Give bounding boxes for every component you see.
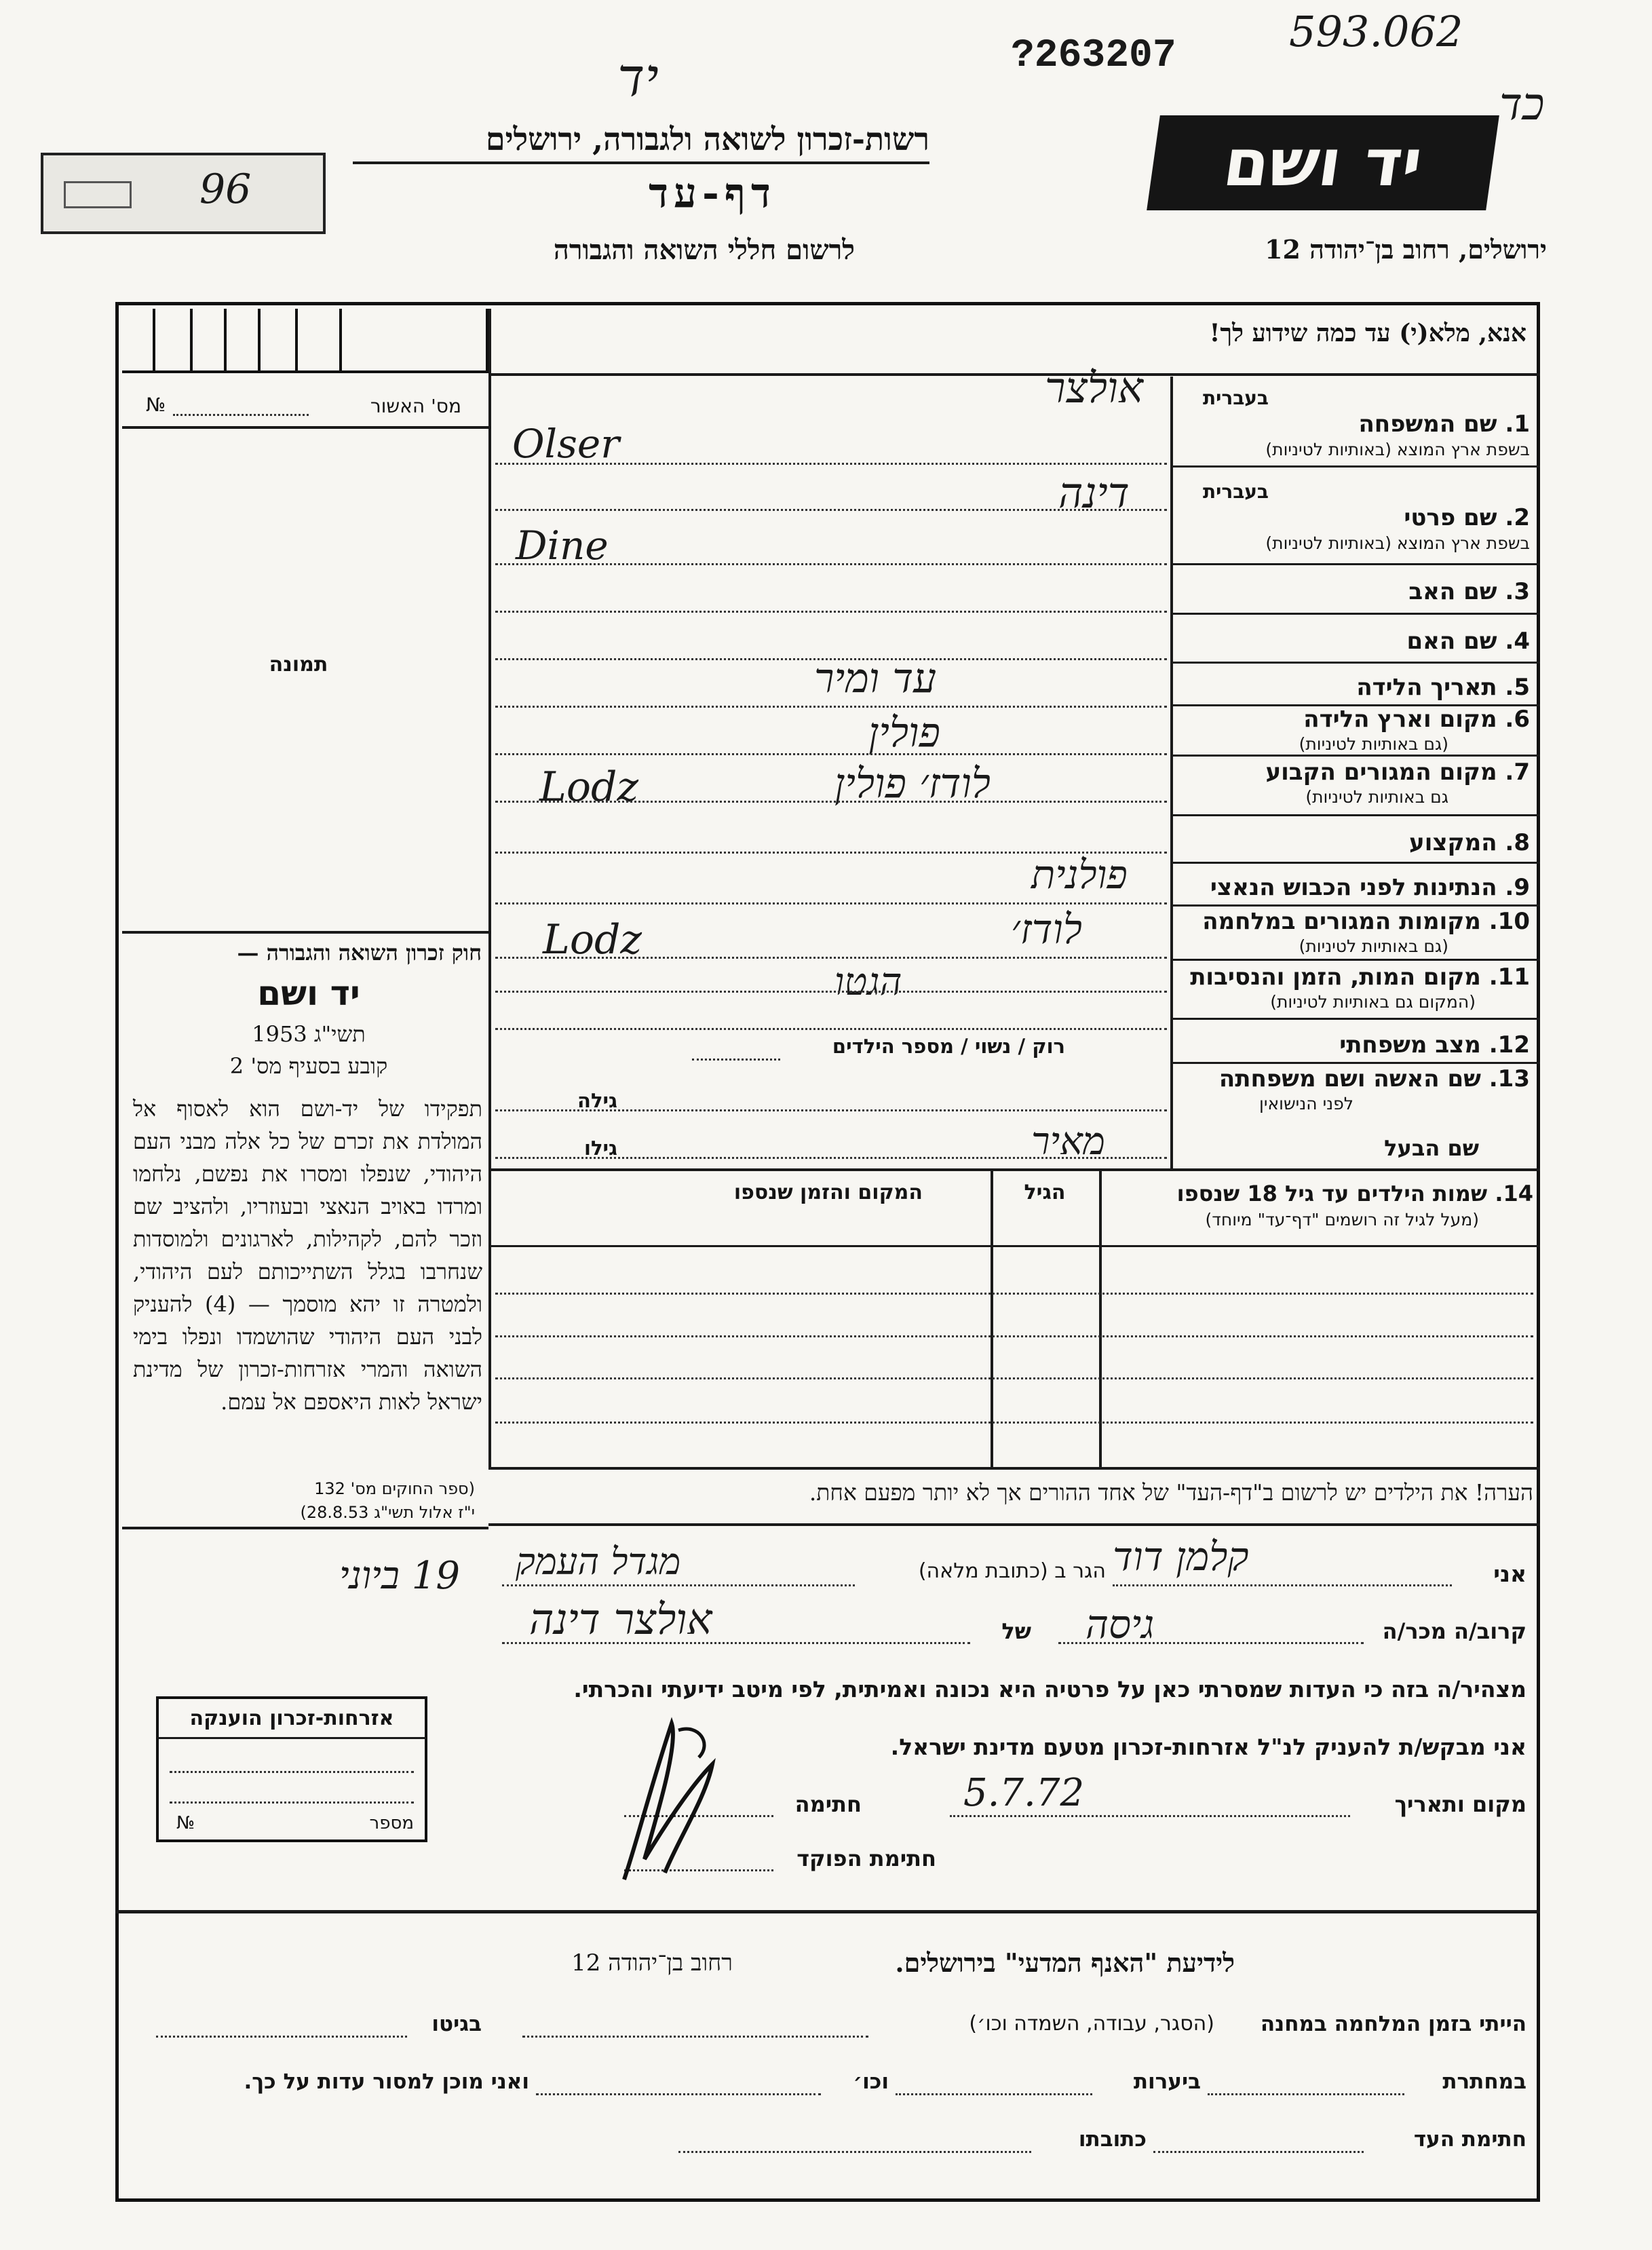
field1-label	[1194, 411, 1530, 438]
marital-options: רוק / נשוי / מספר הילדים	[832, 1035, 1065, 1058]
field3-label-text: שם האב	[1408, 578, 1497, 605]
field6-label	[1194, 706, 1530, 733]
birth-date-value[interactable]: עד ומיר	[814, 655, 937, 702]
field12-label	[1194, 1031, 1530, 1059]
declaration-residing: הגר ב (כתובת מלאה)	[918, 1559, 1106, 1583]
field1-heb-tag: בעברית	[1202, 387, 1269, 409]
death-place-value[interactable]: הגטו	[834, 960, 902, 1004]
law-body: תפקידו של יד-ושם הוא לאסוף אל המולדת את זכרם של כל אלה מבני העם היהודי, שנפלו ומסרו את נפשם, נלחמו ומרדו באויב הנאצי ובעוזריו, ולהציב שם וזכר להם, לקהילות, לארגונים ולמוסדות שנחרבו בגלל השתייכותם לעם היהודי, ולמטרה זו יהא מוסמך — (4) להעניק לבני העם היהודי שהושמדו ונפלו בימי השואה והמרי אזרחות-זכרון של מדינת ישראל לאות היאספם אל עמם.	[133, 1096, 483, 1415]
field7-label-text: מקום המגורים הקבוע	[1265, 759, 1497, 786]
officer-signature-label: חתימת הפוקד	[796, 1846, 936, 1871]
field5-num: 5.	[1505, 674, 1530, 701]
field4-label-text: שם האם	[1406, 628, 1497, 655]
family-name-hebrew-value[interactable]: אולצר	[1045, 363, 1144, 413]
field2-label-text: שם פרטי	[1404, 504, 1497, 531]
children-col-age: הגיל	[1024, 1181, 1066, 1204]
law-ref2: י"ז אלול תשי"ג 28.8.53)	[300, 1503, 475, 1522]
authority-line: רשות-זכרון לשואה ולגבורה, ירושלים	[485, 121, 929, 157]
declaration-relative: קרוב/ה מכר/ה	[1382, 1618, 1526, 1644]
law-clause: קובע בסעיף מס' 2	[229, 1053, 388, 1079]
place-date-label: מקום ותאריך	[1394, 1791, 1526, 1817]
photo-label: תמונה	[269, 653, 328, 676]
law-year: תשי"ג 1953	[252, 1021, 366, 1047]
bottom-line2-etc: וכו׳	[853, 2070, 889, 2094]
children-col-place: המקום והזמן שנספו	[733, 1181, 923, 1204]
field13-label-text: שם האשה ושם משפחתה	[1218, 1065, 1481, 1092]
first-name-latin-value[interactable]: Dine	[516, 522, 609, 569]
field2-label	[1194, 504, 1530, 531]
field5-label-text: תאריך הלידה	[1356, 674, 1497, 701]
law-heading: חוק זכרון השואה והגבורה —	[237, 940, 482, 966]
birth-place-value[interactable]: פולין	[868, 709, 940, 757]
yad-vashem-logo	[1147, 115, 1499, 210]
photo-area	[122, 429, 488, 931]
office-stamp	[41, 153, 326, 234]
field8-num: 8.	[1505, 829, 1530, 856]
field7-num: 7.	[1505, 759, 1530, 786]
place-date-value[interactable]: 5.7.72	[963, 1771, 1085, 1815]
field4-label	[1194, 628, 1530, 655]
field10-label	[1194, 908, 1530, 935]
form-subtitle: לרשום חללי השואה והגבורה	[553, 234, 855, 266]
field1-sub: בשפת ארץ המוצא (באותיות לטיניות)	[1265, 440, 1530, 459]
left-note: 19 ביוני	[339, 1554, 460, 1598]
field10-label-text: מקומות המגורים במלחמה	[1202, 908, 1481, 935]
instructions: אנא, מלא(י) עד כמה שידוע לך!	[1209, 319, 1526, 347]
field11-label-text: מקום המות, הזמן והנסיבות	[1190, 964, 1481, 991]
stamp-text: 96	[199, 166, 252, 213]
field12-num: 12.	[1488, 1031, 1530, 1059]
declaration-statement: מצהיר/ה בזה כי העדות שמסרתי כאן על פרטיה היא נכונה ואמיתית, לפי מיטב ידיעתי והכרתי.	[573, 1676, 1526, 1702]
age-label-husband: גילו	[584, 1137, 617, 1160]
field8-label	[1194, 829, 1530, 856]
logo-text: יד ושם	[1218, 125, 1427, 201]
bottom-line2-ready: ואני מוכן למסור עדות על כך.	[244, 2070, 529, 2094]
field12-label-text: מצב משפחתי	[1339, 1031, 1481, 1059]
field13-num: 13.	[1488, 1065, 1530, 1092]
field7-label	[1194, 759, 1530, 786]
family-name-latin-value[interactable]: Olser	[512, 421, 619, 467]
husband-label: שם הבעל	[1384, 1135, 1479, 1161]
signature-scribble	[597, 1703, 733, 1893]
field10-sub: (גם באותיות לטיניות)	[1299, 936, 1448, 956]
field2-num: 2.	[1505, 504, 1530, 531]
code-boxes	[122, 309, 488, 373]
victim-name-value[interactable]: אולצר דינה	[529, 1595, 712, 1644]
bottom-line2-underground: במחתרת	[1442, 2070, 1526, 2094]
field10-num: 10.	[1488, 908, 1530, 935]
children-num: 14.	[1495, 1181, 1533, 1206]
field4-num: 4.	[1505, 628, 1530, 655]
declaration-of: של	[1001, 1618, 1031, 1644]
field1-num: 1.	[1505, 411, 1530, 438]
form-title: דף-עד	[649, 170, 776, 217]
field6-sub: (גם באותיות לטיניות)	[1299, 734, 1448, 754]
field11-label	[1190, 964, 1530, 991]
wartime-residence-value[interactable]: לודז׳	[1011, 906, 1082, 953]
age-label-wife: גילה	[577, 1089, 617, 1112]
field13-label	[1194, 1065, 1530, 1092]
signature-label: חתימה	[794, 1791, 862, 1817]
field7-sub: גם באותיות לטיניות)	[1305, 787, 1448, 807]
top-handwritten-right: כד	[1499, 78, 1545, 130]
approval-no-sign: №	[146, 394, 166, 416]
field6-label-text: מקום וארץ הלידה	[1303, 706, 1497, 733]
field1-label-text: שם המשפחה	[1358, 411, 1497, 438]
field9-num: 9.	[1505, 874, 1530, 901]
bottom-line1-types: (הסגר, עבודה, השמדה וכו׳)	[969, 2012, 1214, 2036]
declarant-address-value[interactable]: מגדל העמק	[516, 1540, 681, 1583]
field11-sub: (המקום גם באותיות לטיניות)	[1270, 992, 1476, 1012]
field3-label	[1194, 578, 1530, 605]
husband-value[interactable]: מאיר	[1031, 1120, 1105, 1164]
bottom-line1-camp: הייתי בזמן המלחמה במחנה	[1260, 2012, 1526, 2036]
law-name: יד ושם	[257, 974, 360, 1013]
wartime-residence-latin-value[interactable]: Lodz	[543, 916, 642, 964]
field9-label-text: הנתינות לפני הכבוש הנאצי	[1210, 874, 1497, 901]
field13-sub: לפני הנישואין	[1259, 1094, 1353, 1113]
first-name-hebrew-value[interactable]: דינה	[1058, 468, 1130, 518]
address-line: ירושלים, רחוב בן־יהודה 12	[1265, 234, 1547, 265]
certificate-number: מספר	[369, 1813, 414, 1833]
declarant-name-value[interactable]: קלמן דוד	[1113, 1533, 1249, 1580]
children-label	[1113, 1181, 1533, 1206]
citizenship-value[interactable]: פולנית	[1031, 852, 1128, 898]
children-label-text: שמות הילדים עד גיל 18 שנספו	[1176, 1181, 1488, 1206]
note: הערה! את הילדים יש לרשום ב"דף-העד" של אחד ההורים אך לא יותר מפעם אחת.	[809, 1479, 1533, 1506]
certificate-no-sign: №	[176, 1813, 195, 1833]
bottom-line3-address: כתובתו	[1078, 2127, 1147, 2152]
bottom-address: רחוב בן־יהודה 12	[571, 1949, 733, 1977]
field3-num: 3.	[1505, 578, 1530, 605]
residence-value[interactable]: לודז׳ פולין	[834, 760, 991, 807]
residence-latin-value[interactable]: Lodz	[539, 763, 638, 811]
certificate-title: אזרחות-זכרון הוענקה	[189, 1706, 394, 1730]
top-handwritten-left: יד	[617, 47, 659, 109]
approval-label: מס' האשור	[370, 395, 461, 417]
field5-label	[1194, 674, 1530, 701]
field6-num: 6.	[1505, 706, 1530, 733]
serial-number: ?263207	[1011, 34, 1176, 78]
field2-heb-tag: בעברית	[1202, 480, 1269, 503]
field8-label-text: המקצוע	[1409, 829, 1497, 856]
bottom-line2-forests: ביערות	[1133, 2070, 1201, 2094]
law-ref1: (ספר החוקים מס' 132	[314, 1479, 475, 1498]
bottom-line3-witness-signature: חתימת העד	[1413, 2127, 1526, 2152]
relation-value[interactable]: גיסה	[1086, 1601, 1155, 1647]
corner-note: 593.062	[1289, 7, 1463, 56]
declaration-ani: אני	[1493, 1561, 1526, 1587]
declaration-request: אני מבקש/ת להעניק לנ"ל אזרחות-זכרון מטעם מדינת ישראל.	[890, 1734, 1526, 1760]
field9-label	[1194, 874, 1530, 901]
bottom-heading: לידיעת "האנף המדעי" בירושלים.	[895, 1947, 1235, 1978]
children-sub: (מעל לגיל זה רושמים "דף־עד" מיוחד)	[1205, 1210, 1479, 1229]
field2-sub: בשפת ארץ המוצא (באותיות לטיניות)	[1265, 533, 1530, 553]
field11-num: 11.	[1488, 964, 1530, 991]
bottom-line1-ghetto: בגיטו	[431, 2012, 482, 2036]
